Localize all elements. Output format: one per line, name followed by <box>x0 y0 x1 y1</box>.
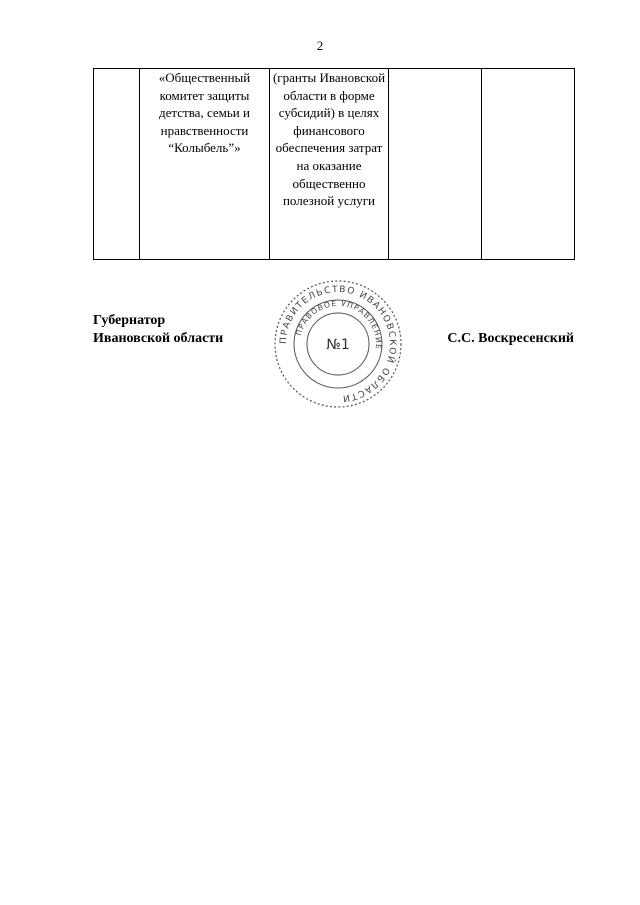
seal-graphic <box>272 278 404 410</box>
official-seal <box>272 278 404 410</box>
grants-table <box>93 68 575 260</box>
signatory-position <box>93 312 223 348</box>
signatory-name: С.С. Воскресенский <box>447 331 574 346</box>
table-cell-support-form <box>270 69 389 260</box>
seal-center-text: №1 <box>326 337 350 353</box>
seal-inner-ring-text: ПРАВОВОЕ УПРАВЛЕНИЕ <box>293 298 384 351</box>
table-cell-empty-2 <box>482 69 575 260</box>
seal-ring-text: ПРАВИТЕЛЬСТВО ИВАНОВСКОЙ ОБЛАСТИ <box>278 284 398 403</box>
table-row <box>94 69 575 260</box>
table-cell-organization <box>140 69 270 260</box>
table-cell-number <box>94 69 140 260</box>
position-line-1: Губернатор <box>93 313 166 328</box>
table-cell-empty-1 <box>389 69 482 260</box>
page-number: 2 <box>316 38 324 53</box>
support-form-text: (гранты Ивановской области в форме субсидий) в целях финансового обеспечения затрат на оказание общественно полезной услуги <box>272 70 386 209</box>
position-line-2: Ивановской области <box>93 331 224 346</box>
organization-name: «Общественный комитет защиты детства, семьи и нравственности “Колыбель”» <box>158 70 251 156</box>
